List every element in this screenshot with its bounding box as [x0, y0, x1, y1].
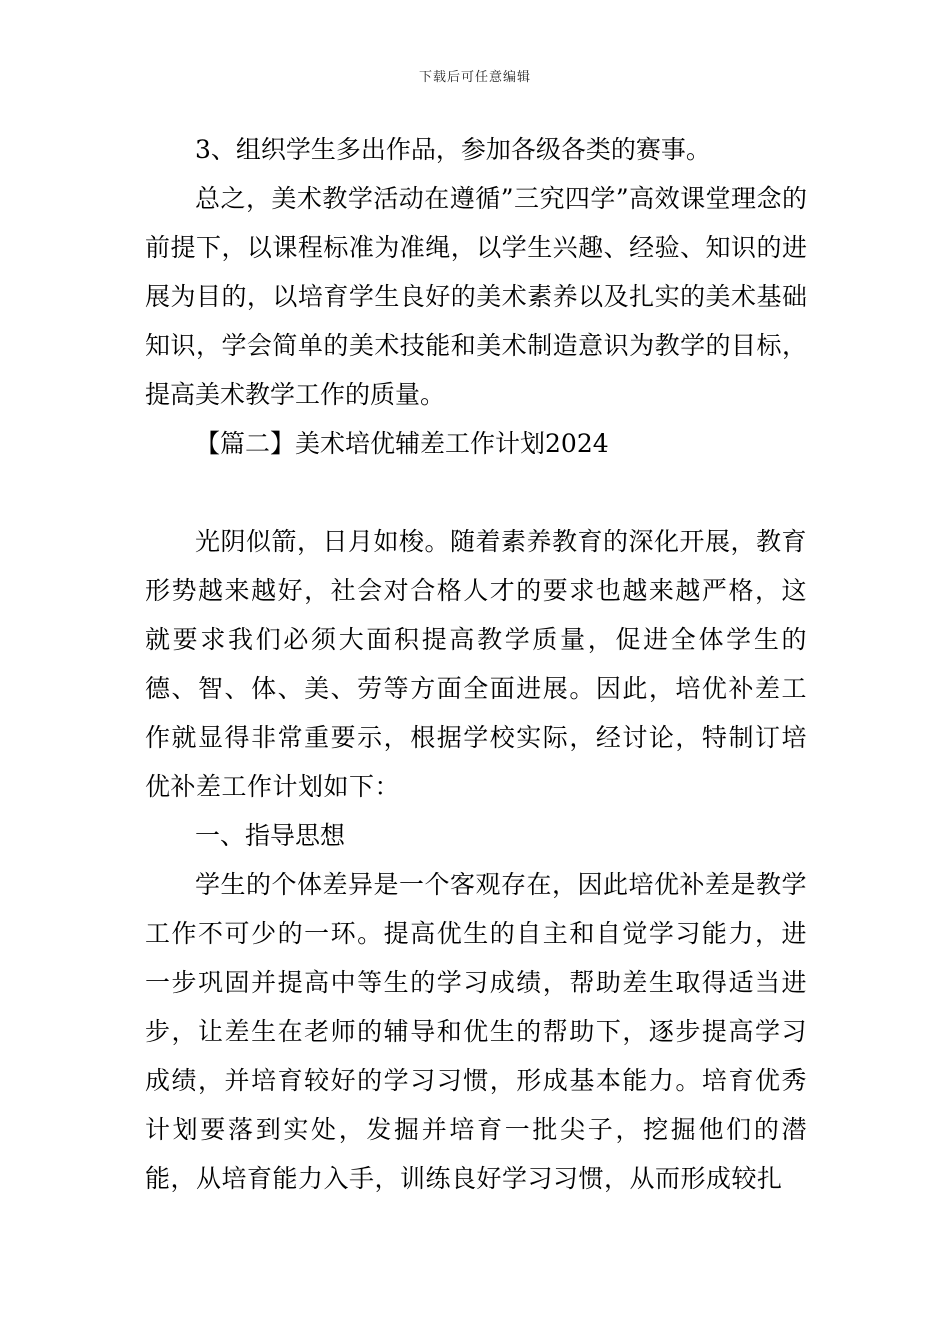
paragraph-item-3: 3、组织学生多出作品，参加各级各类的赛事。	[195, 135, 711, 164]
document-body	[145, 125, 807, 1203]
paragraph-guiding-thought: 学生的个体差异是一个客观存在，因此培优补差是教学工作不可少的一环。提高优生的自主和自觉学习能力，进一步巩固并提高中等生的学习成绩，帮助差生取得适当进步，让差生在老师的辅导和优生的帮助下，逐步提高学习成绩，并培育较好的学习习惯，形成基本能力。培育优秀计划要落到实处，发掘并培育一批尖子，挖掘他们的潜能，从培育能力入手，训练良好学习习惯，从而形成较扎	[145, 870, 808, 1193]
paragraph-summary: 总之，美术教学活动在遵循”三究四学”高效课堂理念的前提下，以课程标准为准绳，以学生兴趣、经验、知识的进展为目的，以培育学生良好的美术素养以及扎实的美术基础知识，学会简单的美术技能和美术制造意识为教学的目标，提高美术教学工作的质量。	[145, 184, 807, 409]
section-heading: 【篇二】美术培优辅差工作计划2024	[195, 429, 609, 458]
blank-line	[145, 468, 807, 517]
page-header: 下载后可任意编辑	[418, 70, 531, 85]
paragraph-intro: 光阴似箭，日月如梭。随着素养教育的深化开展，教育形势越来越好，社会对合格人才的要求也越来越严格，这就要求我们必须大面积提高教学质量，促进全体学生的德、智、体、美、劳等方面全面进展。因此，培优补差工作就显得非常重要示，根据学校实际，经讨论，特制订培优补差工作计划如下：	[145, 527, 808, 801]
subsection-heading: 一、指导思想	[195, 821, 346, 850]
